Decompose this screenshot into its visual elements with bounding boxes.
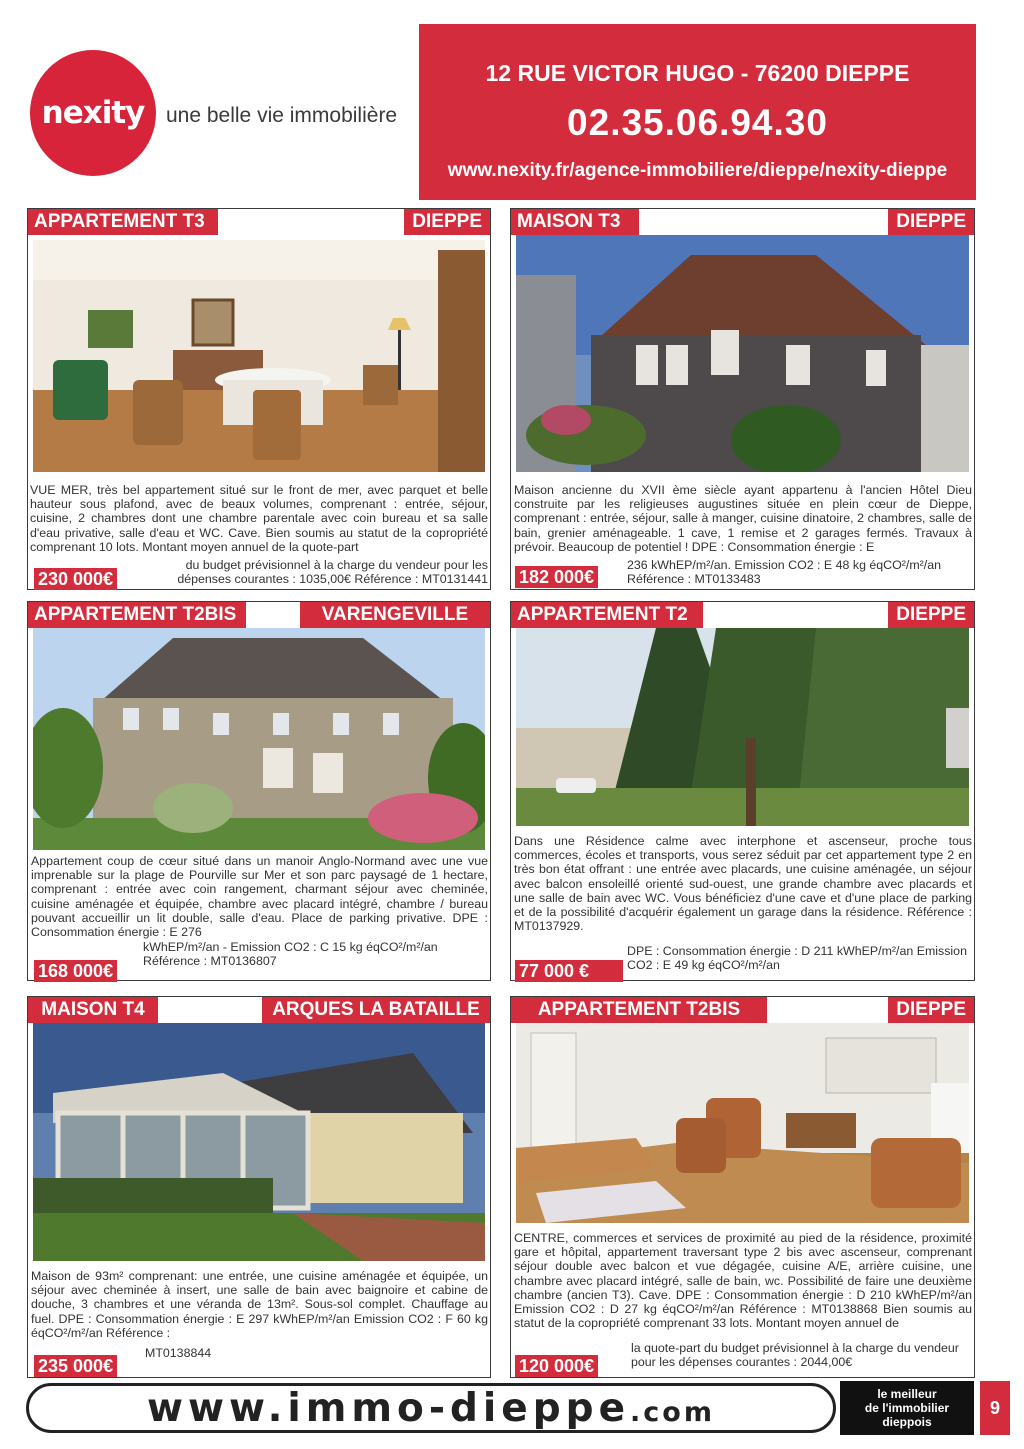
- footer-url-ext: .com: [630, 1396, 715, 1428]
- listing-type: APPARTEMENT T2BIS: [511, 997, 767, 1023]
- listing-description: Maison de 93m² comprenant: une entrée, une cuisine aménagée et équipée, un séjour avec cheminée à insert, une salle de bain avec baignoire et cabine de douche, 3 chambres et une véranda de 13m². Sous-sol complet. Chauffage au fuel. DPE : Consommation énergie : E 297 kWhEP/m²/an Emission CO2 : F 60 kg éqCO²/m²/an Référence :: [31, 1269, 488, 1340]
- listing-price: 182 000€: [515, 566, 598, 588]
- agency-contact-box: [419, 24, 976, 200]
- listing-card[interactable]: [510, 996, 975, 1378]
- footer-url-main: www.immo-dieppe: [146, 1385, 631, 1431]
- empty-living-room-image: [516, 1023, 969, 1223]
- agency-url[interactable]: www.nexity.fr/agence-immobiliere/dieppe/nexity-dieppe: [447, 160, 948, 181]
- listing-type: APPARTEMENT T2BIS: [28, 602, 246, 628]
- listing-photo[interactable]: [33, 628, 485, 850]
- listing-city: DIEPPE: [404, 209, 490, 235]
- agency-phone[interactable]: 02.35.06.94.30: [567, 102, 828, 143]
- slogan-line: dieppois: [882, 1415, 932, 1429]
- house-veranda-image: [33, 1023, 485, 1261]
- footer-slogan: [840, 1381, 974, 1435]
- listing-price: 168 000€: [34, 960, 117, 982]
- listing-type: APPARTEMENT T3: [28, 209, 218, 235]
- listing-details-tail: DPE : Consommation énergie : D 211 kWhEP/m²/an Emission CO2 : E 49 kg éqCO²/m²/an: [627, 944, 967, 973]
- residence-garden-image: [516, 628, 969, 826]
- living-room-image: [33, 240, 485, 472]
- listing-price: 77 000 €: [515, 960, 623, 982]
- listing-details-tail: 236 kWhEP/m²/an. Emission CO2 : E 48 kg éqCO²/m²/an Référence : MT0133483: [627, 558, 942, 587]
- page-number: 9: [980, 1381, 1010, 1435]
- stone-house-image: [516, 235, 969, 472]
- listing-card[interactable]: [27, 601, 491, 981]
- listing-price: 230 000€: [34, 568, 117, 590]
- listing-details-tail: la quote-part du budget prévisionnel à la charge du vendeur pour les dépenses courantes : 2044,00€: [631, 1341, 959, 1370]
- listing-type: MAISON T4: [28, 997, 158, 1023]
- listing-description: Dans une Résidence calme avec interphone et ascenseur, proche tous commerces, écoles et transports, vous serez séduit par cet appartement type 2 en très bon état offrant : une entrée avec placards, une cuisine aménagée, un séjour avec balcon ensoleillé orienté sud-ouest, une grande chambre avec placards et une salle de bain avec WC. Vous bénéficiez d'une cave et d'une place de parking et de la possibilité d'acquérir également un garage dans la résidence. Référence : MT0137929.: [514, 834, 972, 934]
- listing-description: Maison ancienne du XVII ème siècle ayant appartenu à l'ancien Hôtel Dieu construite par les religieuses augustines située en plein cœur de Dieppe, comprenant : entrée, séjour, salle à manger, cuisine dinatoire, 2 chambres, salle de bain, grenier aménageable. 1 cave, 1 remise et 2 garages fermés. Travaux à prévoir. Beaucoup de potentiel ! DPE : Consommation énergie : E: [514, 483, 972, 554]
- manor-image: [33, 628, 485, 850]
- listing-photo[interactable]: [516, 1023, 969, 1223]
- listing-card[interactable]: [510, 601, 975, 981]
- nexity-logo[interactable]: [30, 50, 156, 176]
- footer-url: [147, 1386, 715, 1431]
- listing-photo[interactable]: [33, 1023, 485, 1261]
- listing-card[interactable]: [27, 996, 491, 1378]
- listing-description: VUE MER, très bel appartement situé sur le front de mer, avec parquet et belle hauteur sous plafond, avec de beaux volumes, comprenant : entrée, séjour, cuisine, 2 chambres dont une chambre parentale avec coin bureau et sa salle d'eau privative, salle d'eau et WC. Cave. Bien soumis au statut de la copropriété comprenant 10 lots. Montant moyen annuel de la quote-part: [30, 483, 488, 554]
- listing-photo[interactable]: [516, 235, 969, 472]
- slogan-line: le meilleur: [877, 1387, 937, 1401]
- listing-photo[interactable]: [516, 628, 969, 826]
- tagline: une belle vie immobilière: [166, 104, 398, 127]
- listing-card[interactable]: [27, 208, 491, 590]
- listing-type: APPARTEMENT T2: [511, 602, 703, 628]
- listing-city: DIEPPE: [888, 602, 974, 628]
- listing-city: VARENGEVILLE: [300, 602, 490, 628]
- logo-text: nexity: [41, 95, 145, 131]
- listing-type: MAISON T3: [511, 209, 639, 235]
- footer-site-banner[interactable]: [26, 1383, 836, 1433]
- listing-details-tail: kWhEP/m²/an - Emission CO2 : C 15 kg éqCO²/m²/an Référence : MT0136807: [143, 940, 438, 969]
- listing-price: 235 000€: [34, 1355, 117, 1377]
- listing-city: ARQUES LA BATAILLE: [262, 997, 490, 1023]
- listing-details-tail: du budget prévisionnel à la charge du vendeur pour les dépenses courantes : 1035,00€ Référence : MT0131441: [177, 558, 488, 587]
- listing-city: DIEPPE: [888, 997, 974, 1023]
- listing-description: CENTRE, commerces et services de proximité au pied de la résidence, proximité gare et hôpital, appartement traversant type 2 bis avec ascenseur, comprenant séjour double avec balcon et vue dégagée, cuisine A/E, arrière cuisine, une chambre avec placard intégré, salle de bain, wc. Possibilité de faire une deuxième chambre (ancien T3). Cave. DPE : Consommation énergie : D 210 kWhEP/m²/an Emission CO2 : D 27 kg éqCO²/m²/an Référence : MT0138868 Bien soumis au statut de la copropriété comprenant 33 lots. Montant moyen annuel de: [514, 1231, 972, 1331]
- agency-address: 12 RUE VICTOR HUGO - 76200 DIEPPE: [485, 60, 910, 86]
- listing-details-tail: MT0138844: [145, 1346, 212, 1360]
- listing-photo[interactable]: [33, 240, 485, 472]
- slogan-line: de l'immobilier: [864, 1401, 950, 1415]
- listing-card[interactable]: [510, 208, 975, 590]
- listing-price: 120 000€: [515, 1355, 598, 1377]
- listing-description: Appartement coup de cœur situé dans un manoir Anglo-Normand avec une vue imprenable sur la plage de Pourville sur Mer et son parc paysagé de 1 hectare, comprenant : entrée avec coin rangement, charmant séjour avec cheminée, cuisine aménagée et équipée, chambre avec placard intégré, chambre / bureau pouvant accueillir un lit double, salle d'eau. Place de parking privative. DPE : Consommation énergie : E 276: [31, 854, 488, 940]
- listing-city: DIEPPE: [888, 209, 974, 235]
